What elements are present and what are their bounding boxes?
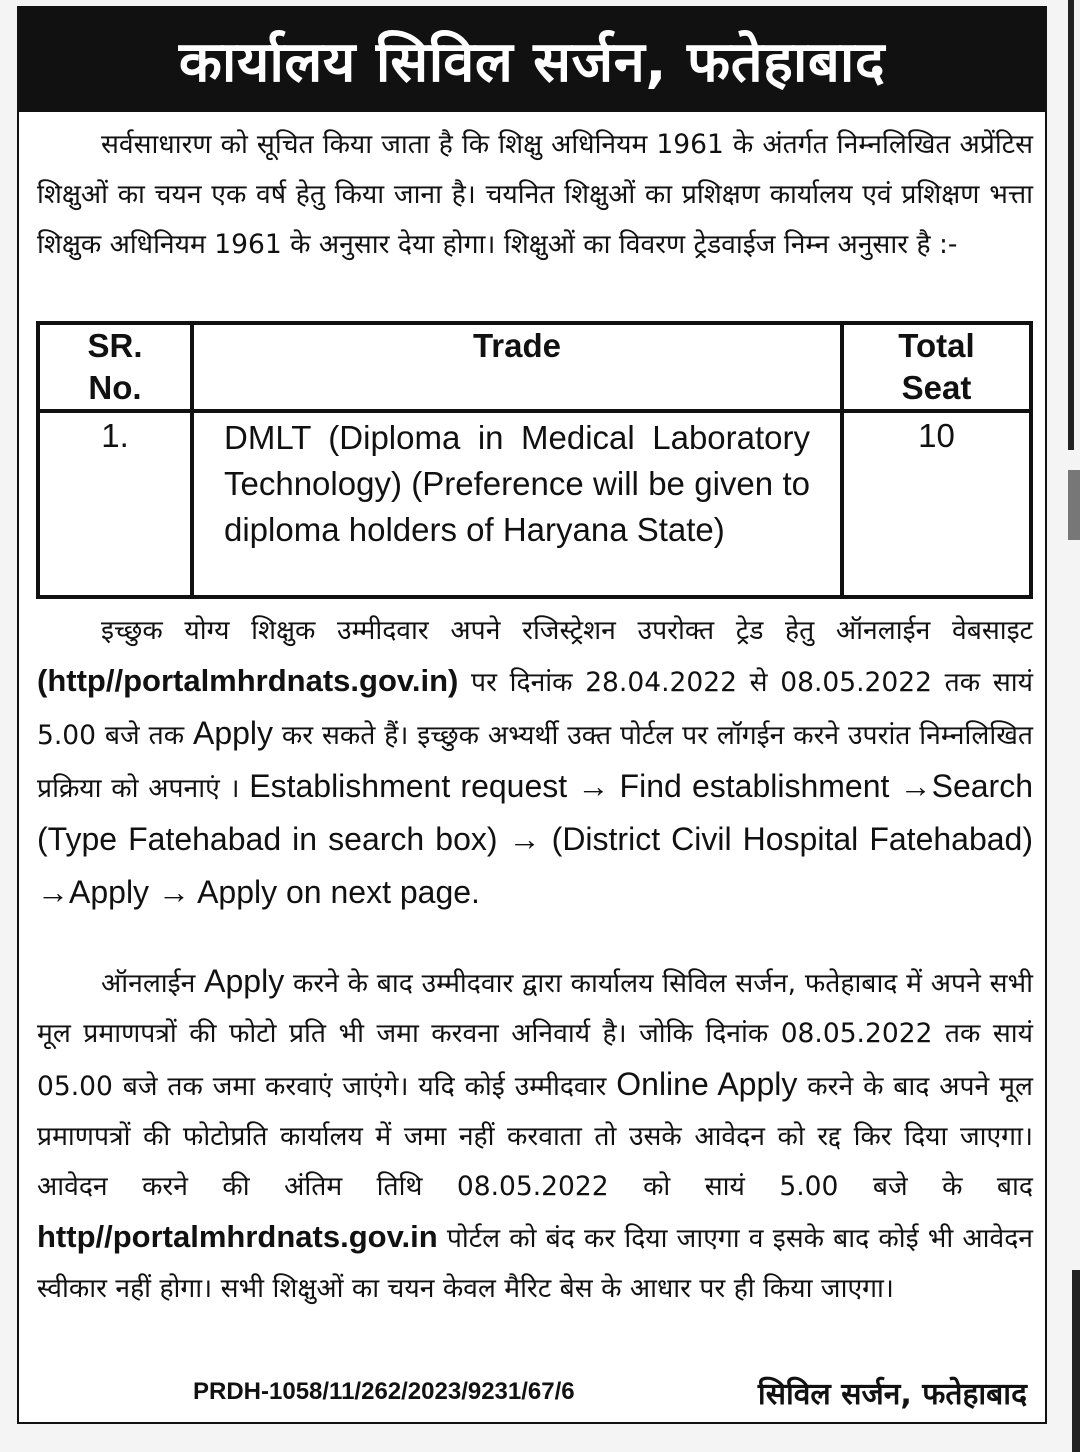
notice-box	[17, 6, 1047, 1424]
header-total-seat: Total Seat	[842, 323, 1031, 411]
table-row	[38, 411, 1031, 597]
apply-steps: Establishment request → Find establishment →Search (Type Fatehabad in search box) → (District Civil Hospital Fatehabad) →Apply → Apply on next page.	[37, 768, 1033, 910]
notice-footer	[37, 1374, 1027, 1418]
intro-text: सर्वसाधारण को सूचित किया जाता है कि शिक्षु अधिनियम 1961 के अंतर्गत निम्नलिखित अप्रेंटिस शिक्षुओं का चयन एक वर्ष हेतु किया जाना है। चयनित शिक्षुओं का प्रशिक्षण कार्यालय एवं प्रशिक्षण भत्ता शिक्षुक अधिनियम 1961 के अनुसार देया होगा। शिक्षुओं का विवरण ट्रेडवाईज निम्न अनुसार है :-	[37, 129, 1033, 260]
reference-number: PRDH-1058/11/262/2023/9231/67/6	[193, 1378, 575, 1405]
submission-paragraph: ऑनलाईन Apply करने के बाद उम्मीदवार द्वारा कार्यालय सिविल सर्जन, फतेहाबाद में अपने सभी मूल प्रमाणपत्रों की फोटो प्रति भी जमा करवना अनिवार्य है। जोकि दिनांक 08.05.2022 तक सायं 05.00 बजे तक जमा करवाएं जाएंगे। यदि कोई उम्मीदवार Online Apply करने के बाद अपने मूल प्रमाणपत्रों की फोटोप्रति कार्यालय में जमा नहीं करवाता तो उसके आवेदन को रद्द किर दिया जाएगा। आवेदन करने की अंतिम तिथि 08.05.2022 को सायं 5.00 बजे के बाद http//portalmhrdnats.gov.in पोर्टल को बंद कर दिया जाएगा व इसके बाद कोई भी आवेदन स्वीकार नहीं होगा। सभी शिक्षुओं का चयन केवल मैरिट बेस के आधार पर ही किया जाएगा।	[37, 963, 1033, 1304]
signature: सिविल सर्जन, फतेहाबाद	[757, 1377, 1027, 1412]
intro-paragraph	[37, 120, 1033, 270]
cell-sr: 1.	[38, 411, 192, 597]
apply-paragraph: इच्छुक योग्य शिक्षुक उम्मीदवार अपने रजिस्ट्रेशन उपरोक्त ट्रेड हेतु ऑनलाईन वेबसाइट (http//portalmhrdnats.gov.in) पर दिनांक 28.04.2022 से 08.05.2022 तक सायं 5.00 बजे तक Apply कर सकते हैं। इच्छुक अभ्यर्थी उक्त पोर्टल पर लॉगईन करने उपरांत निम्नलिखित प्रक्रिया को अपनाएं । Establishment request → Find establishment →Search (Type Fatehabad in search box) → (District Civil Hospital Fatehabad) →Apply → Apply on next page.	[37, 615, 1033, 910]
website-link[interactable]: (http//portalmhrdnats.gov.in)	[37, 663, 459, 698]
table-header-row	[38, 323, 1031, 411]
page-edge-line	[1072, 1270, 1080, 1452]
cell-trade: DMLT (Diploma in Medical Laboratory Technology) (Preference will be given to diploma holders of Haryana State)	[192, 411, 842, 597]
page-edge-line	[1068, 0, 1074, 450]
notice-title: कार्यालय सिविल सर्जन, फतेहाबाद	[19, 8, 1045, 112]
seat-table	[36, 321, 1033, 599]
cell-seats: 10	[842, 411, 1031, 597]
website-link[interactable]: http//portalmhrdnats.gov.in	[37, 1219, 438, 1254]
header-trade: Trade	[192, 323, 842, 411]
header-sr-no: SR. No.	[38, 323, 192, 411]
page-edge-line	[1068, 470, 1080, 540]
